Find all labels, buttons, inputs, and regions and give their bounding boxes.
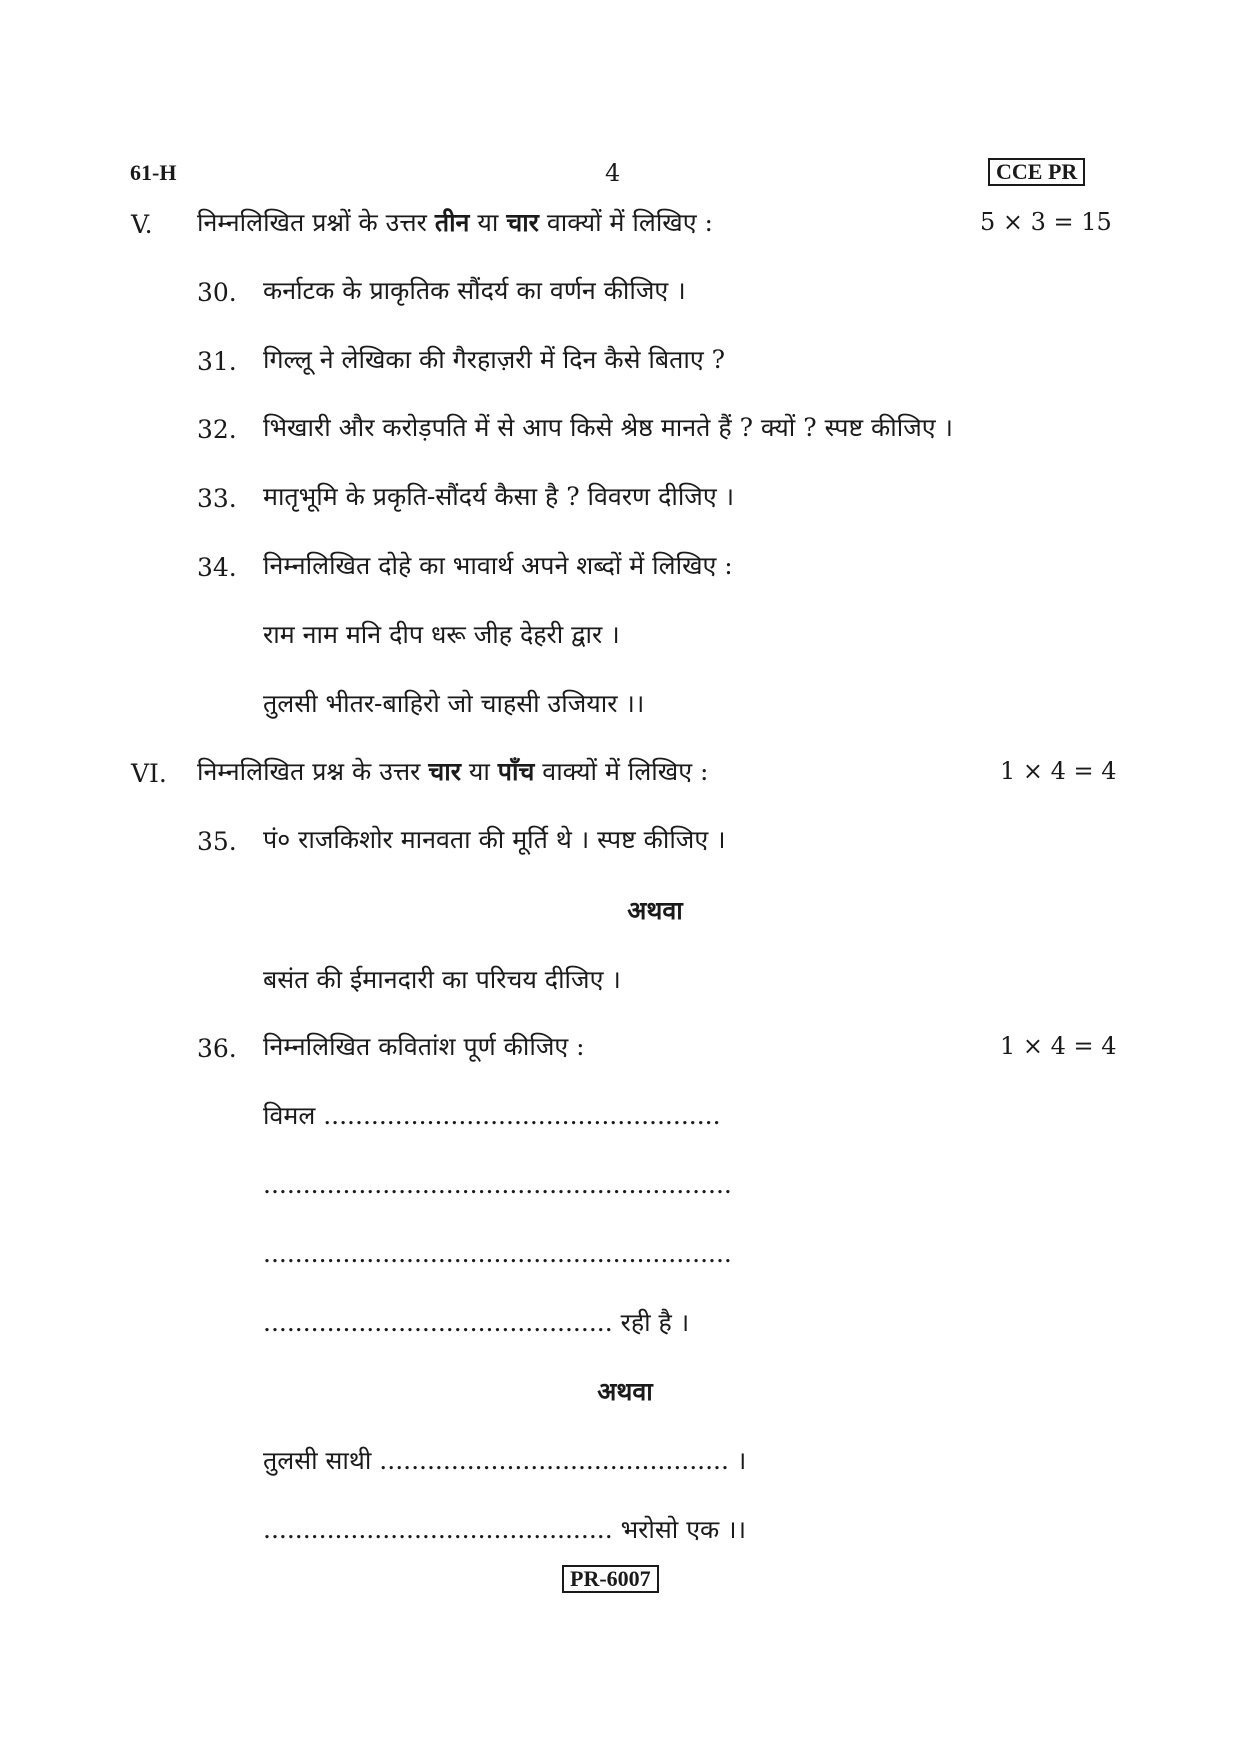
doha-line-1: राम नाम मनि दीप धरू जीह देहरी द्वार ।	[263, 620, 620, 649]
question-text: मातृभूमि के प्रकृति-सौंदर्य कैसा है ? विवरण दीजिए ।	[263, 482, 735, 511]
question-36-marks: 1 × 4 = 4	[1000, 1032, 1117, 1060]
or-label: अथवा	[627, 896, 683, 925]
paper-code: 61-H	[130, 160, 177, 185]
poem-line: ............................................ भरोसो एक ।।	[263, 1515, 747, 1544]
question-number: 35.	[197, 827, 237, 856]
poem-line: ...........................................................	[263, 1239, 732, 1268]
question-text: निम्नलिखित कवितांश पूर्ण कीजिए :	[263, 1032, 585, 1061]
or-label: अथवा	[597, 1377, 653, 1406]
section-v-marks: 5 × 3 = 15	[980, 208, 1112, 236]
question-text: पं० राजकिशोर मानवता की मूर्ति थे । स्पष्ट कीजिए ।	[263, 825, 726, 854]
question-number: 32.	[197, 415, 237, 444]
footer-code: PR-6007	[562, 1565, 659, 1593]
question-number: 31.	[197, 347, 237, 376]
poem-line: ............................................ रही है ।	[263, 1308, 690, 1337]
poem-line: विमल ..................................................	[263, 1101, 721, 1130]
question-number: 33.	[197, 484, 237, 513]
question-number: 34.	[197, 553, 237, 582]
doha-line-2: तुलसी भीतर-बाहिरो जो चाहसी उजियार ।।	[263, 689, 645, 718]
question-text: बसंत की ईमानदारी का परिचय दीजिए ।	[263, 965, 621, 994]
section-vi-marks: 1 × 4 = 4	[1000, 757, 1117, 785]
question-number: 36.	[197, 1034, 237, 1063]
section-vi-numeral: VI.	[131, 759, 167, 788]
section-vi-instruction: निम्नलिखित प्रश्न के उत्तर चार या पाँच वाक्यों में लिखिए :	[197, 757, 709, 786]
poem-line: ...........................................................	[263, 1170, 732, 1199]
question-text: भिखारी और करोड़पति में से आप किसे श्रेष्ठ मानते हैं ? क्यों ? स्पष्ट कीजिए ।	[263, 413, 953, 442]
question-number: 30.	[197, 278, 237, 307]
page-number: 4	[605, 159, 621, 187]
question-text: गिल्लू ने लेखिका की गैरहाज़री में दिन कैसे बिताए ?	[263, 345, 726, 374]
question-text: कर्नाटक के प्राकृतिक सौंदर्य का वर्णन कीजिए ।	[263, 276, 686, 305]
section-v-instruction: निम्नलिखित प्रश्नों के उत्तर तीन या चार वाक्यों में लिखिए :	[197, 208, 713, 237]
question-text: निम्नलिखित दोहे का भावार्थ अपने शब्दों में लिखिए :	[263, 551, 733, 580]
cce-pr-badge: CCE PR	[988, 158, 1085, 186]
poem-line: तुलसी साथी ............................................ ।	[263, 1446, 747, 1475]
section-v-numeral: V.	[131, 210, 153, 239]
